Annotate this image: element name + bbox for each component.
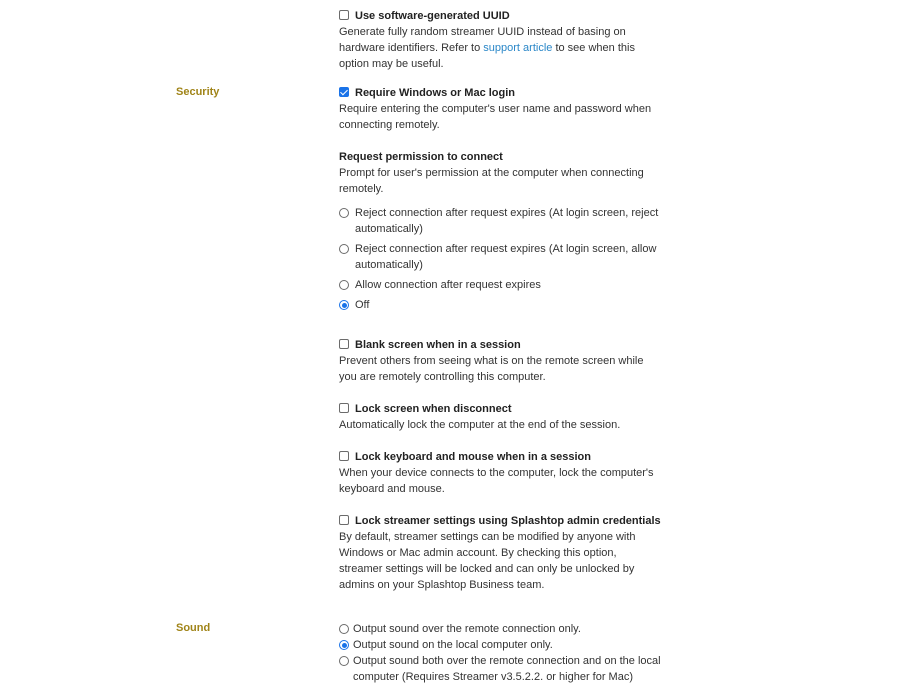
lock-streamer-description: By default, streamer settings can be modified by anyone with Windows or Mac admin account. By checking this option, streamer settings will be locked and can only be unlocked by admins on your Splashtop Business team. (339, 531, 636, 591)
lock-streamer-label: Lock streamer settings using Splashtop admin credentials (355, 515, 661, 527)
request-option-reject-auto[interactable]: Reject connection after request expires (At login screen, reject automatically) (339, 205, 679, 237)
uuid-checkbox[interactable] (339, 10, 349, 20)
request-permission-description: Prompt for user's permission at the computer when connecting remotely. (339, 167, 644, 195)
sound-option-both[interactable]: Output sound both over the remote connection and on the local computer (Requires Streamer v3.5.2.2. or higher for Mac) (339, 653, 679, 685)
request-option-allow[interactable]: Allow connection after request expires (339, 277, 679, 293)
lock-keyboard-checkbox-row[interactable] (339, 449, 689, 465)
sound-radio-both[interactable] (339, 656, 349, 666)
request-permission-title: Request permission to connect (339, 151, 503, 163)
lock-screen-label: Lock screen when disconnect (355, 403, 512, 415)
uuid-checkbox-row[interactable] (339, 8, 689, 24)
sound-option-remote[interactable]: Output sound over the remote connection only. (339, 621, 679, 637)
windows-login-checkbox[interactable] (339, 87, 349, 97)
section-label-security: Security (176, 86, 220, 98)
blank-screen-checkbox-row[interactable] (339, 337, 689, 353)
windows-login-description: Require entering the computer's user name and password when connecting remotely. (339, 103, 652, 131)
request-option-off[interactable]: Off (339, 297, 679, 313)
sound-radio-remote[interactable] (339, 624, 349, 634)
lock-keyboard-description: When your device connects to the computer, lock the computer's keyboard and mouse. (339, 467, 654, 495)
windows-login-checkbox-row[interactable] (339, 85, 689, 101)
sound-radio-local[interactable] (339, 640, 349, 650)
support-article-link[interactable]: support article (483, 42, 553, 54)
uuid-description: Generate fully random streamer UUID instead of basing on hardware identifiers. Refer to support article to see when this option may be useful. (339, 26, 635, 70)
blank-screen-description: Prevent others from seeing what is on the remote screen while you are remotely controlling this computer. (339, 355, 644, 383)
lock-screen-setting (339, 401, 689, 433)
lock-screen-checkbox[interactable] (339, 403, 349, 413)
request-radio-allow[interactable] (339, 280, 349, 290)
lock-screen-description: Automatically lock the computer at the end of the session. (339, 419, 621, 431)
request-permission-setting (339, 149, 689, 197)
lock-streamer-checkbox-row[interactable] (339, 513, 689, 529)
lock-keyboard-setting (339, 449, 689, 497)
lock-keyboard-checkbox[interactable] (339, 451, 349, 461)
blank-screen-checkbox[interactable] (339, 339, 349, 349)
blank-screen-setting (339, 337, 689, 385)
request-radio-reject-allow[interactable] (339, 244, 349, 254)
sound-option-local[interactable]: Output sound on the local computer only. (339, 637, 679, 653)
section-label-sound: Sound (176, 622, 211, 634)
blank-screen-label: Blank screen when in a session (355, 339, 521, 351)
uuid-setting (339, 8, 689, 72)
request-option-reject-allow[interactable]: Reject connection after request expires (At login screen, allow automatically) (339, 241, 679, 273)
request-radio-off[interactable] (339, 300, 349, 310)
windows-login-label: Require Windows or Mac login (355, 87, 516, 99)
windows-login-setting (339, 85, 689, 133)
uuid-label: Use software-generated UUID (355, 10, 510, 22)
lock-streamer-setting (339, 513, 689, 593)
request-radio-reject-auto[interactable] (339, 208, 349, 218)
lock-streamer-checkbox[interactable] (339, 515, 349, 525)
lock-keyboard-label: Lock keyboard and mouse when in a session (355, 451, 591, 463)
lock-screen-checkbox-row[interactable] (339, 401, 689, 417)
